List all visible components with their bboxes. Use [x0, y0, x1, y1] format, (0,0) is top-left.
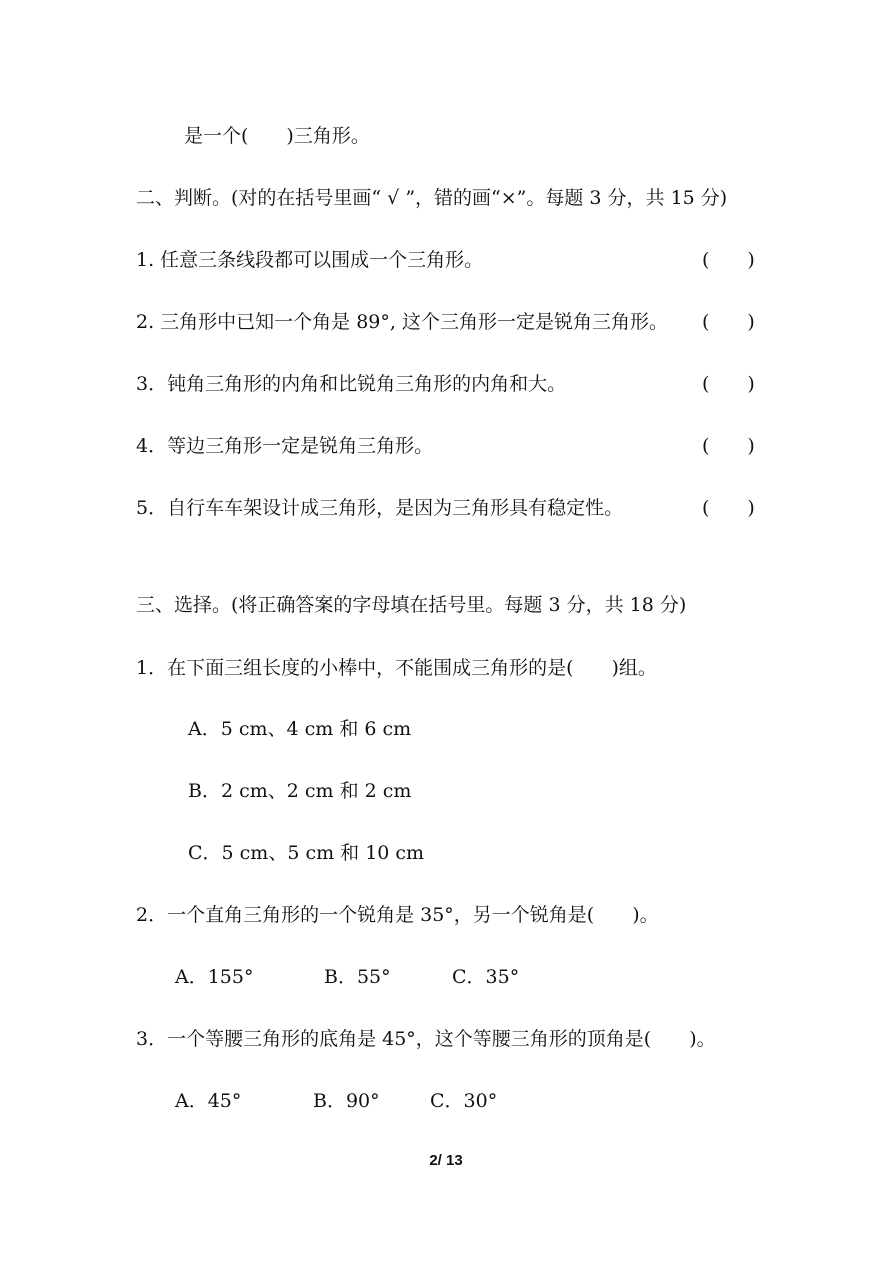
choice-question-2: 2．一个直角三角形的一个锐角是 35°，另一个锐角是( )。	[136, 904, 659, 926]
choice-option-b: B．2 cm、2 cm 和 2 cm	[188, 780, 412, 802]
answer-blank[interactable]: ( )	[702, 311, 755, 333]
choice-question-1: 1．在下面三组长度的小棒中，不能围成三角形的是( )组。	[136, 657, 657, 679]
choice-option-c: C．30°	[430, 1090, 498, 1112]
answer-blank[interactable]: ( )	[702, 435, 755, 457]
answer-blank[interactable]: ( )	[702, 497, 755, 519]
judge-item-3: 3．钝角三角形的内角和比锐角三角形的内角和大。	[136, 373, 567, 395]
section3-heading: 三、选择。(将正确答案的字母填在括号里。每题 3 分，共 18 分)	[136, 594, 687, 616]
answer-blank[interactable]: ( )	[702, 249, 755, 271]
continuation-line: 是一个( )三角形。	[184, 125, 370, 147]
section2-heading: 二、判断。(对的在括号里画“ √ ”，错的画“×”。每题 3 分，共 15 分)	[136, 187, 728, 209]
choice-option-c: C．35°	[452, 966, 520, 988]
judge-item-1: 1. 任意三条线段都可以围成一个三角形。	[136, 249, 484, 271]
judge-item-2: 2. 三角形中已知一个角是 89°, 这个三角形一定是锐角三角形。	[136, 311, 668, 333]
judge-item-4: 4．等边三角形一定是锐角三角形。	[136, 435, 434, 457]
choice-option-b: B．90°	[313, 1090, 380, 1112]
answer-blank[interactable]: ( )	[702, 373, 755, 395]
choice-question-3: 3．一个等腰三角形的底角是 45°，这个等腰三角形的顶角是( )。	[136, 1028, 716, 1050]
page-number: 2/ 13	[429, 1152, 463, 1169]
choice-option-b: B．55°	[324, 966, 391, 988]
choice-option-a: A．5 cm、4 cm 和 6 cm	[188, 718, 412, 740]
judge-item-5: 5．自行车车架设计成三角形，是因为三角形具有稳定性。	[136, 497, 624, 519]
choice-option-a: A．45°	[175, 1090, 242, 1112]
choice-option-a: A．155°	[175, 966, 254, 988]
choice-option-c: C．5 cm、5 cm 和 10 cm	[188, 842, 425, 864]
